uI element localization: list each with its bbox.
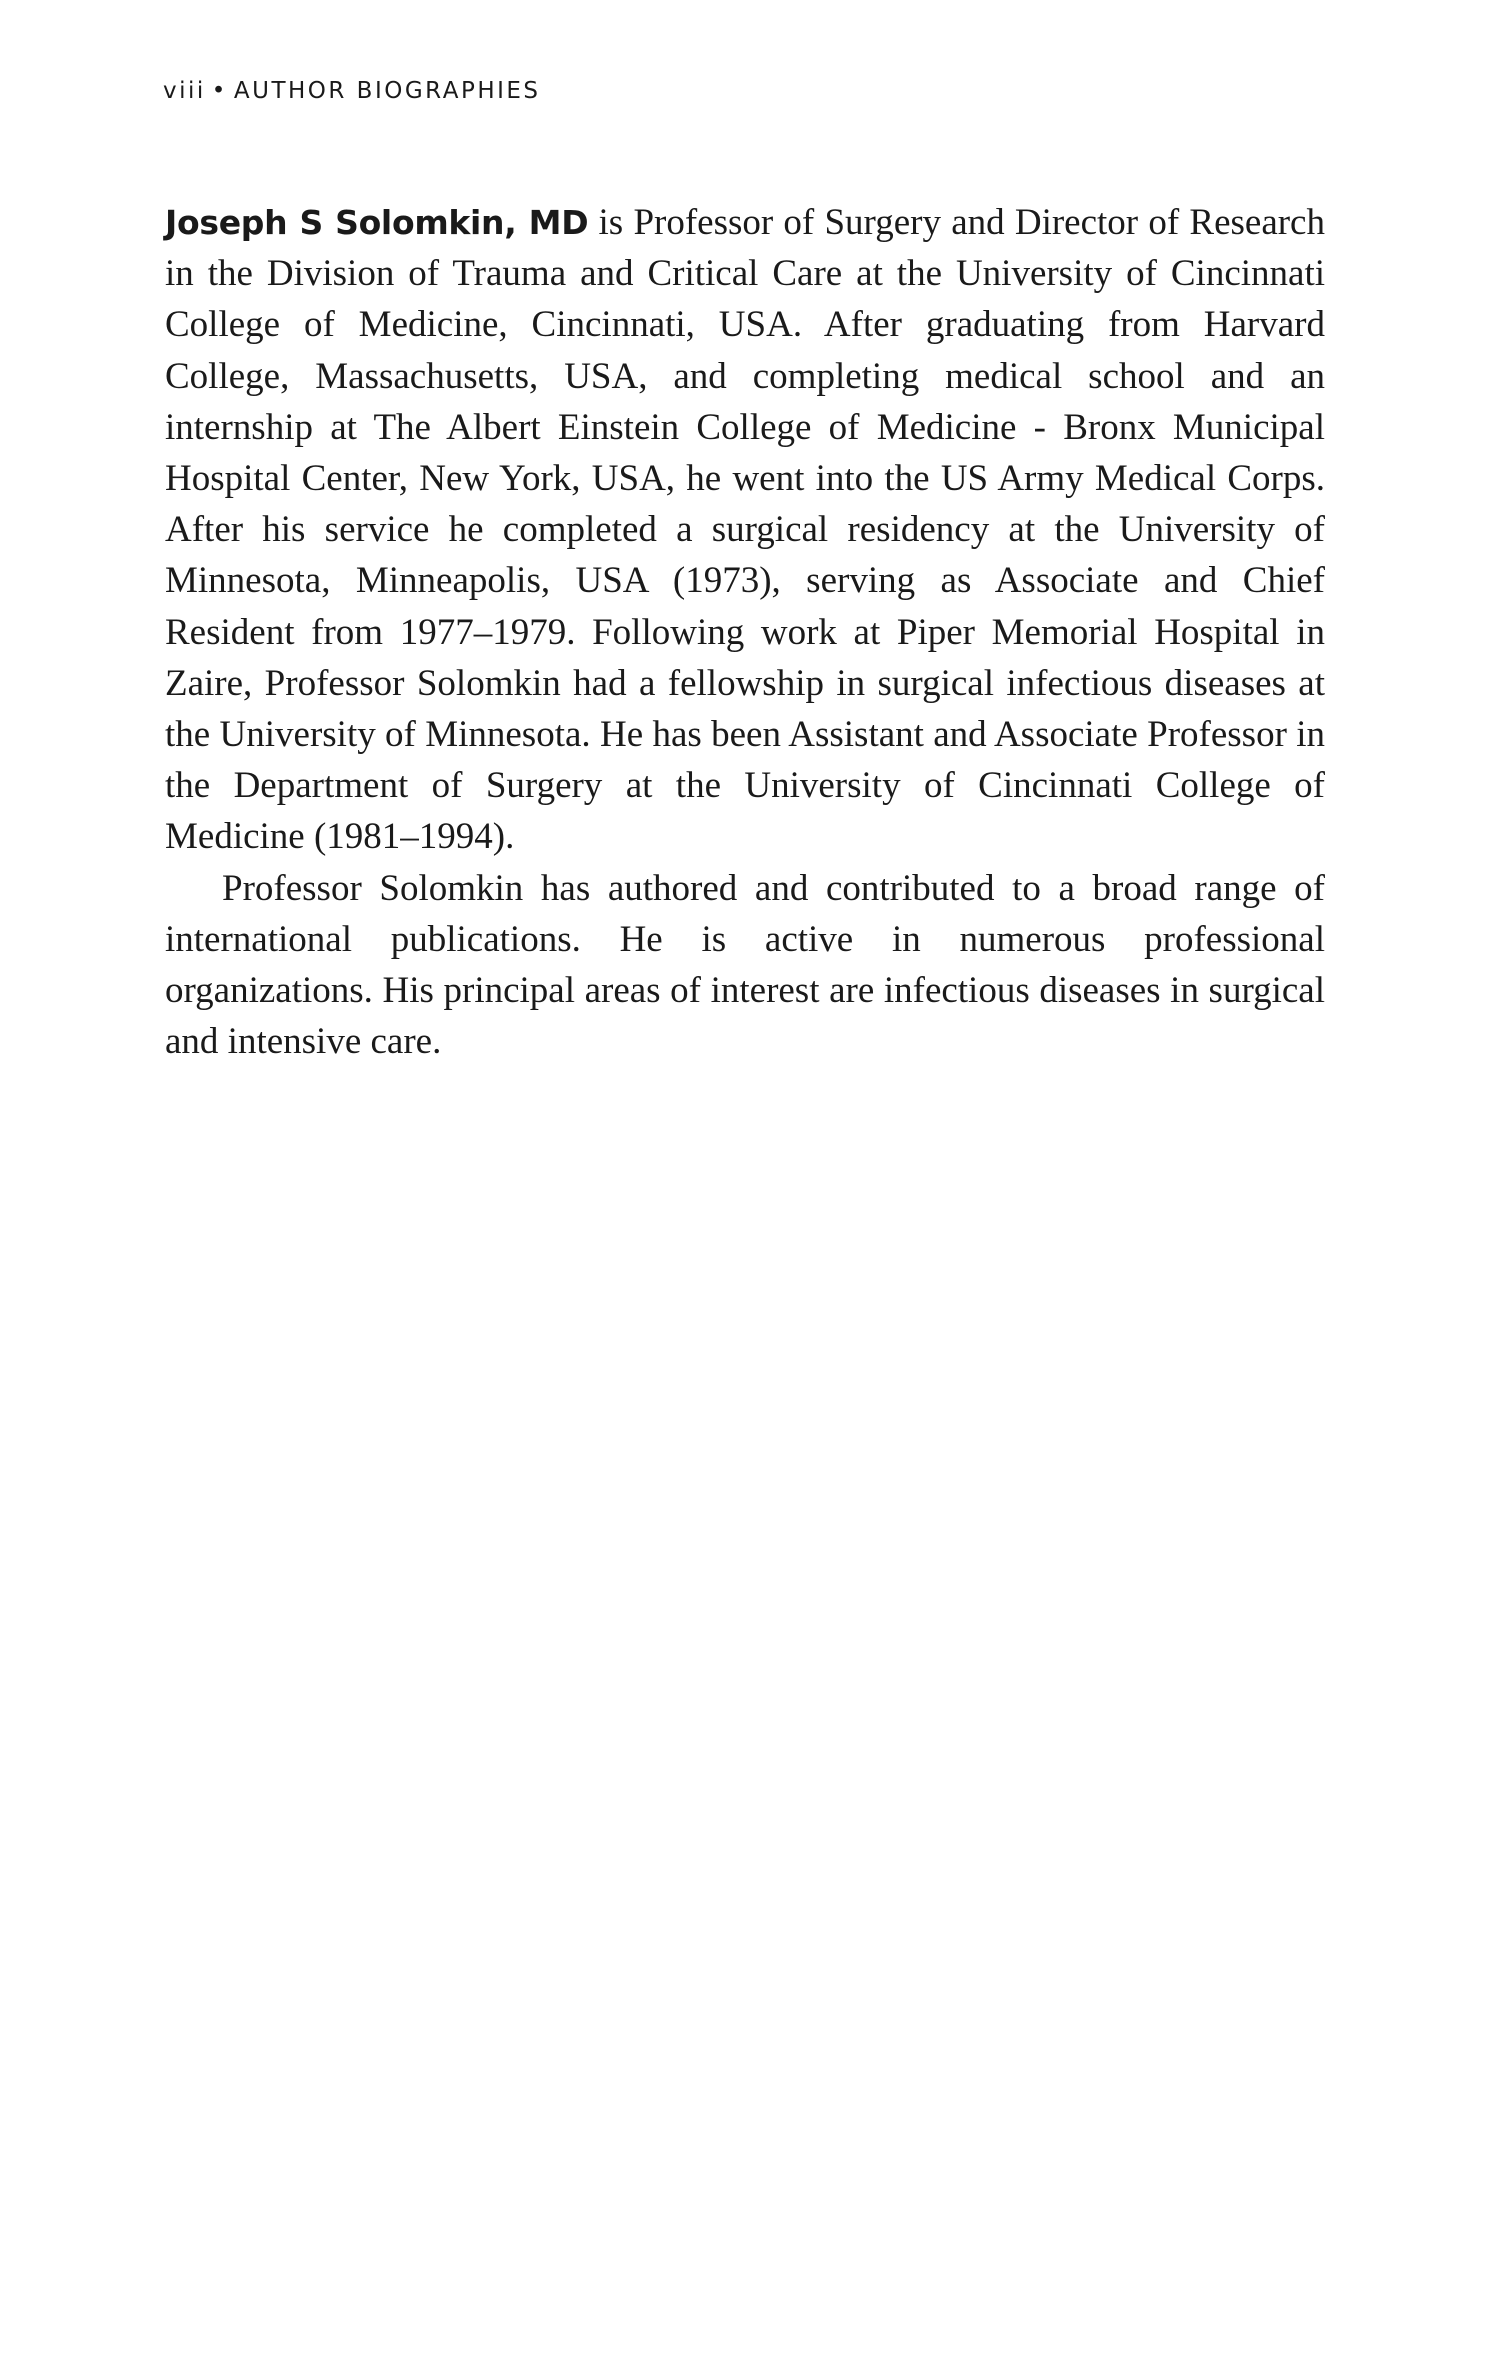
author-name: Joseph S Solomkin, MD [165,203,589,242]
running-head [163,78,541,104]
biography-text [165,197,1325,1067]
page-number: viii [163,78,206,104]
biography-paragraph-2: Professor Solomkin has authored and contributed to a broad range of international publications. He is active in numerous professional organizations. His principal areas of interest are infectious diseases in surgical and intensive care. [165,867,1325,1063]
paragraph-1-text: is Professor of Surgery and Director of Research in the Division of Trauma and Critical Care at the University of Cincinnati College of Medicine, Cincinnati, USA. After graduating from Harvard College, Massachusetts, USA, and completing medical school and an internship at The Albert Einstein College of Medicine - Bronx Municipal Hospital Center, New York, USA, he went into the US Army Medical Corps. After his service he completed a surgical residency at the University of Minnesota, Minneapolis, USA (1973), serving as Associate and Chief Resident from 1977–1979. Following work at Piper Memorial Hospital in Zaire, Professor Solomkin had a fellowship in surgical infectious diseases at the University of Minnesota. He has been Assistant and Associate Professor in the Department of Surgery at the University of Cincinnati College of Medicine (1981–1994). [165,202,1325,858]
bullet-separator: • [211,78,228,104]
biography-paragraph-1 [165,197,1325,863]
section-title: AUTHOR BIOGRAPHIES [233,78,541,104]
